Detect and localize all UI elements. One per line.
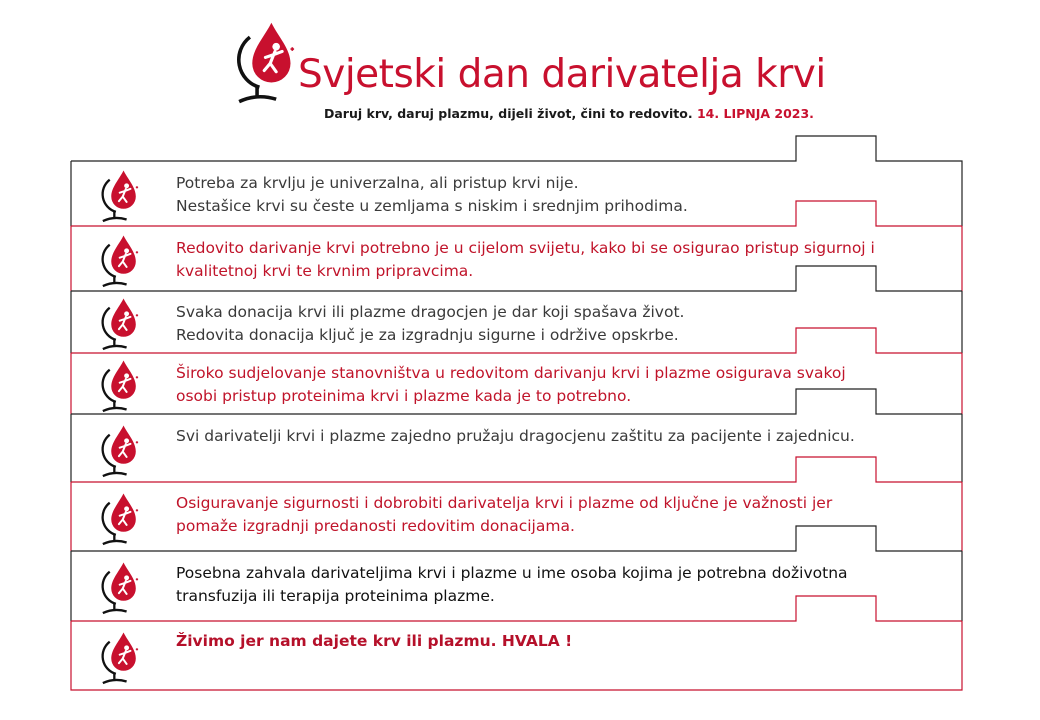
message-row-7 — [71, 551, 962, 621]
blood-drop-logo-icon — [99, 559, 145, 615]
message-row-5 — [71, 414, 962, 482]
row-3-line-1: Svaka donacija krvi ili plazme dragocjen je dar koji spašava život. — [176, 303, 685, 321]
row-2-line-1: Redovito darivanje krvi potrebno je u cijelom svijetu, kako bi se osigurao pristup sigurnoj i — [176, 239, 875, 257]
message-row-6 — [71, 482, 962, 551]
blood-drop-logo-icon — [99, 167, 145, 223]
blood-drop-logo-icon — [99, 629, 145, 685]
message-row-3 — [71, 291, 962, 353]
row-1-line-2: Nestašice krvi su česte u zemljama s niskim i srednjim prihodima. — [176, 197, 688, 215]
subtitle-date: 14. LIPNJA 2023. — [696, 106, 814, 121]
row-8-line-1: Živimo jer nam dajete krv ili plazmu. HVALA ! — [176, 632, 573, 650]
blood-drop-logo-icon — [99, 232, 145, 288]
page-title: Svjetski dan darivatelja krvi — [298, 52, 826, 97]
message-row-2 — [71, 226, 962, 291]
row-6-line-2: pomaže izgradnji predanosti redovitim donacijama. — [176, 517, 575, 535]
row-1-line-1: Potreba za krvlju je univerzalna, ali pristup krvi nije. — [176, 174, 579, 192]
row-2-line-2: kvalitetnoj krvi te krvnim pripravcima. — [176, 262, 474, 280]
blood-drop-logo-icon — [99, 295, 145, 351]
row-7-line-2: transfuzija ili terapija proteinima plazme. — [176, 587, 495, 605]
row-4-line-2: osobi pristup proteinima krvi i plazme kada je to potrebno. — [176, 387, 632, 405]
message-row-4 — [71, 353, 962, 414]
blood-drop-logo-icon — [99, 422, 145, 478]
message-row-8 — [71, 621, 962, 690]
blood-drop-logo-icon — [99, 490, 145, 546]
row-7-line-1: Posebna zahvala darivateljima krvi i plazme u ime osoba kojima je potrebna doživotna — [176, 564, 848, 582]
row-3-line-2: Redovita donacija ključ je za izgradnju sigurne i održive opskrbe. — [176, 326, 679, 344]
subtitle-slogan: Daruj krv, daruj plazmu, dijeli život, čini to redovito. — [324, 106, 693, 121]
message-row-1 — [71, 161, 962, 226]
blood-drop-logo-icon — [99, 357, 145, 413]
row-5-line-1: Svi darivatelji krvi i plazme zajedno pružaju dragocjenu zaštitu za pacijente i zajednicu. — [176, 427, 855, 445]
row-4-line-1: Široko sudjelovanje stanovništva u redovitom darivanju krvi i plazme osigurava svakoj — [176, 364, 846, 382]
row-6-line-1: Osiguravanje sigurnosti i dobrobiti darivatelja krvi i plazme od ključne je važnosti jer — [176, 494, 833, 512]
